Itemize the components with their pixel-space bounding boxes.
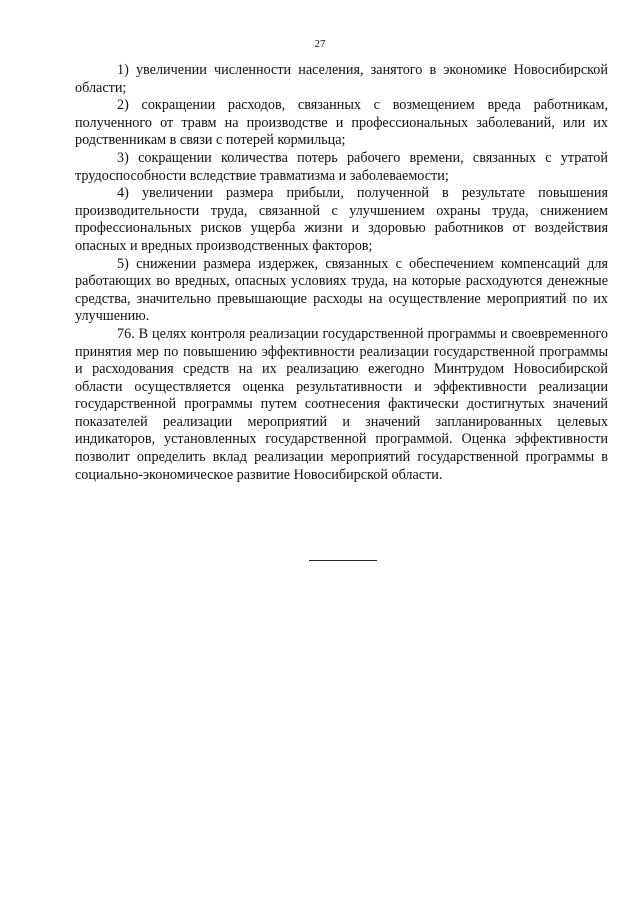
list-item-work-time-losses: 3) сокращении количества потерь рабочего времени, связанных с утратой трудоспособности вследствие травматизма и заболеваемости; [75,149,608,184]
end-separator-line [309,560,377,561]
list-item-profit-increase: 4) увеличении размера прибыли, полученной в результате повышения производительности труда, связанной с улучшением охраны труда, снижением профессиональных рисков ущерба жизни и здоровью работников от воздействия опасных и вредных производственных факторов; [75,185,608,254]
page-number: 27 [314,38,326,50]
list-item-cost-reduction: 5) снижении размера издержек, связанных с обеспечением компенсаций для работающих во вредных, опасных условиях труда, на которые расходуются денежные средства, значительно превышающие расходы на осуществление мероприятий по их улучшению. [75,255,608,325]
document-body [75,62,608,484]
clause-76-paragraph: 76. В целях контроля реализации государственной программы и своевременного принятия мер по повышению эффективности реализации государственной программы и расходования средств на их реализацию ежегодно Минтрудом Новосибирской области осуществляется оценка результативности и эффективности реализации государственной программы путем соотнесения фактически достигнутых значений показателей реализации мероприятий и значений запланированных целевых индикаторов, установленных государственной программой. Оценка эффективности позволит определить вклад реализации мероприятий государственной программы в социально-экономическое развитие Новосибирской области. [75,325,608,483]
list-item-compensation-costs: 2) сокращении расходов, связанных с возмещением вреда работникам, полученного от травм на производстве и профессиональных заболеваний, или их родственникам в связи с потерей кормильца; [75,97,608,149]
list-item-population-growth: 1) увеличении численности населения, занятого в экономике Новосибирской области; [75,62,608,96]
